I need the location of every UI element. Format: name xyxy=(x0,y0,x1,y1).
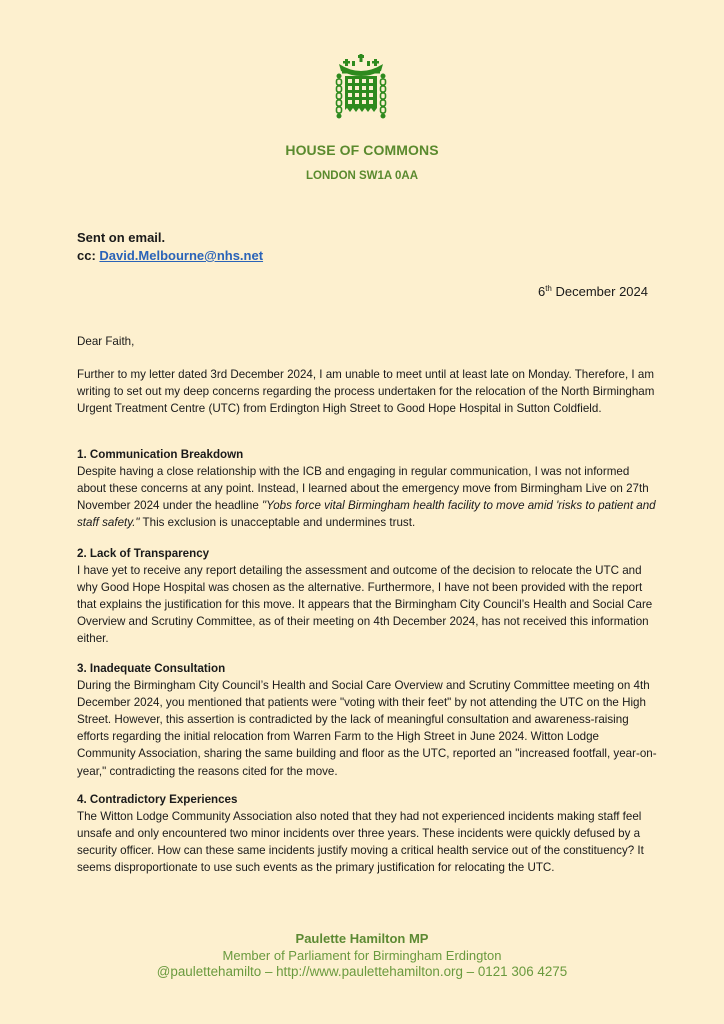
date-month-year: December 2024 xyxy=(551,284,648,299)
sent-on-email-note: Sent on email. xyxy=(77,230,166,245)
section-lack-of-transparency xyxy=(77,545,657,648)
section-heading: 3. Inadequate Consultation xyxy=(77,662,226,675)
cc-line xyxy=(77,248,263,263)
footer-mp-name: Paulette Hamilton MP xyxy=(295,931,429,946)
section-body-text: This exclusion is unacceptable and undermines trust. xyxy=(139,516,416,530)
footer-contact-line xyxy=(0,964,724,979)
section-contradictory-experiences xyxy=(77,791,657,876)
section-heading: 2. Lack of Transparency xyxy=(77,547,210,560)
section-body xyxy=(77,463,657,531)
separator: – xyxy=(261,964,277,979)
date-suffix: th xyxy=(545,284,552,293)
section-heading: 1. Communication Breakdown xyxy=(77,448,244,461)
section-inadequate-consultation xyxy=(77,660,657,780)
footer-mp-role: Member of Parliament for Birmingham Erdington xyxy=(222,948,502,963)
separator: – xyxy=(462,964,478,979)
letterhead-address: LONDON SW1A 0AA xyxy=(305,170,419,182)
section-body: I have yet to receive any report detailing the assessment and outcome of the decision to relocate the UTC and why Good Hope Hospital was chosen as the alternative. Furthermore, I have not been provided with the report that explains the justification for this move. It appears that the Birmingham City Council’s Health and Social Care Overview and Scrutiny Committee, as of their meeting on 4th December 2024, has not received this information either. xyxy=(77,564,653,646)
cc-label: cc: xyxy=(77,248,100,263)
headline-quote: "Yobs force vital Birmingham health facility to move amid 'risks to patient and staff safety." xyxy=(77,499,656,530)
portcullis-crest-icon xyxy=(331,54,391,120)
cc-email-link[interactable]: David.Melbourne@nhs.net xyxy=(99,248,264,263)
letterhead-title: HOUSE OF COMMONS xyxy=(285,142,439,158)
date-day: 6 xyxy=(537,284,546,299)
section-body-text: Despite having a close relationship with the ICB and engaging in regular communication, I was not informed about these concerns at any point. Instead, I learned about the emergency move from Birmingham Live on 27th November 2024 under the headline xyxy=(77,465,649,513)
twitter-handle[interactable]: @paulettehamilto xyxy=(156,964,262,979)
salutation: Dear Faith, xyxy=(77,335,135,348)
section-body: The Witton Lodge Community Association also noted that they had not experienced incidents making staff feel unsafe and only encountered two minor incidents over three years. These incidents were quickly defused by a security officer. How can these same incidents justify moving a critical health service out of the constituency? It seems disproportionate to use such events as the primary justification for relocating the UTC. xyxy=(77,810,644,875)
intro-paragraph: Further to my letter dated 3rd December 2024, I am unable to meet until at least late on Monday. Therefore, I am writing to set out my deep concerns regarding the process undertaken for the relocation of the North Birmingham Urgent Treatment Centre (UTC) from Erdington High Street to Good Hope Hospital in Sutton Coldfield. xyxy=(77,368,655,416)
section-communication-breakdown xyxy=(77,446,657,531)
website-link[interactable]: http://www.paulettehamilton.org xyxy=(276,964,463,979)
section-body: During the Birmingham City Council’s Health and Social Care Overview and Scrutiny Committee meeting on 4th December 2024, you mentioned that patients were "voting with their feet" by not attending the UTC on the High Street. However, this assertion is contradicted by the lack of meaningful consultation and awareness-raising efforts regarding the initial relocation from Warren Farm to the High Street in June 2024. Witton Lodge Community Association, sharing the same building and floor as the UTC, reported an "increased footfall, year-on-year," contradicting the reasons cited for the move. xyxy=(77,679,657,778)
phone-number: 0121 306 4275 xyxy=(477,964,568,979)
section-heading: 4. Contradictory Experiences xyxy=(77,793,238,806)
letter-date xyxy=(538,284,648,299)
